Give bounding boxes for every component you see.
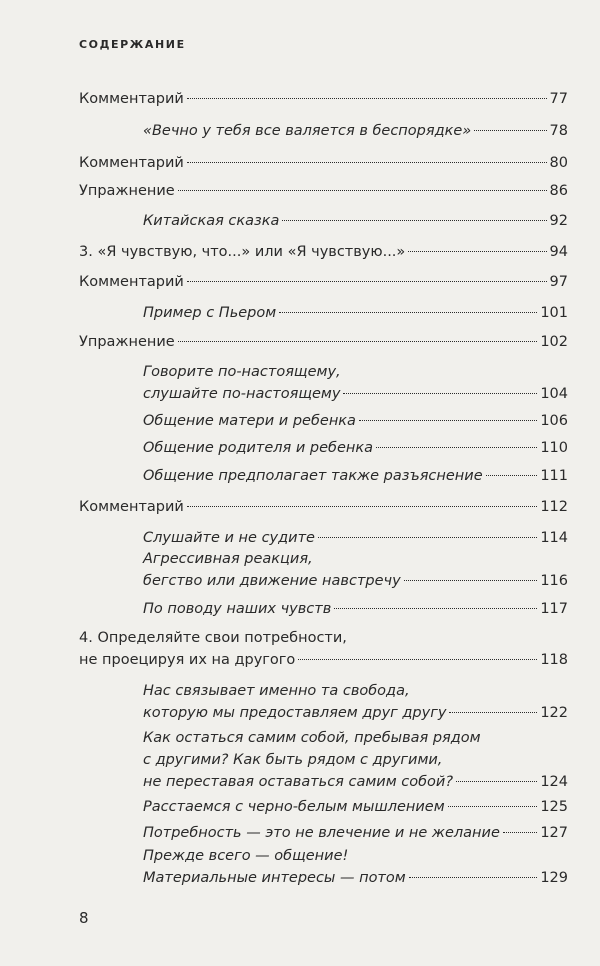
dot-leader [474,130,546,131]
toc-page-number: 117 [540,601,568,617]
toc-entry-title: Комментарий [79,499,184,515]
toc-page-number: 102 [540,334,568,350]
toc-page-number: 122 [540,705,568,721]
toc-entry-title: Китайская сказка [143,213,280,229]
dot-leader [343,393,537,394]
toc-entry [79,627,568,671]
toc-page-number: 86 [549,183,568,199]
toc-entry-title: с другими? Как быть рядом с другими, [143,752,443,768]
dot-leader [178,190,547,191]
toc-entry-title: не проецируя их на другого [79,652,296,668]
toc-page-number: 116 [540,573,568,589]
toc-entry [143,548,568,592]
toc-entry-title: Упражнение [79,334,175,350]
toc-page-number: 101 [540,305,568,321]
toc-entry-title: Слушайте и не судите [143,530,315,546]
toc-page-number: 77 [549,91,568,107]
toc-entry-title: По поводу наших чувств [143,601,332,617]
toc-page-number: 129 [540,870,568,886]
dot-leader [318,537,537,538]
dot-leader [503,832,537,833]
toc-entry [143,210,568,232]
toc-entry-title: Комментарий [79,91,184,107]
toc-entry-title: 4. Определяйте свои потребности, [79,630,347,646]
toc-entry [143,302,568,324]
dot-leader [279,312,537,313]
toc-page-number: 114 [540,530,568,546]
toc-entry [143,727,568,793]
toc-page-number: 78 [549,123,568,139]
toc-entry-title: Нас связывает именно та свобода, [143,683,410,699]
running-header: СОДЕРЖАНИЕ [79,38,186,51]
toc-entry-title: Пример с Пьером [143,305,277,321]
toc-entry [143,822,568,844]
toc-page-number: 112 [540,499,568,515]
toc-entry-title: слушайте по-настоящему [143,386,341,402]
dot-leader [187,506,537,507]
dot-leader [187,162,547,163]
toc-entry-title: 3. «Я чувствую, что...» или «Я чувствую...» [79,244,406,260]
dot-leader [282,220,546,221]
toc-entry-title: Говорите по-настоящему, [143,364,341,380]
toc-entry-title: Как остаться самим собой, пребывая рядом [143,730,481,746]
dot-leader [408,251,546,252]
toc-entry [79,331,568,353]
dot-leader [448,806,538,807]
toc-entry [143,598,568,620]
dot-leader [376,447,537,448]
dot-leader [456,781,537,782]
toc-entry [143,120,568,142]
toc-entry-title: Упражнение [79,183,175,199]
toc-entry [79,241,568,263]
toc-entry [143,845,568,889]
toc-page-number: 127 [540,825,568,841]
dot-leader [404,580,538,581]
toc-entry [143,465,568,487]
toc-page-number: 118 [540,652,568,668]
toc-entry [143,680,568,724]
toc-entry [79,152,568,174]
toc-entry [143,361,568,405]
toc-page-number: 111 [540,468,568,484]
toc-entry-title: Общение родителя и ребенка [143,440,374,456]
toc-entry-title: Общение матери и ребенка [143,413,356,429]
toc-entry-title: бегство или движение навстречу [143,573,401,589]
toc-entry-title: которую мы предоставляем друг другу [143,705,447,721]
toc-entry [143,437,568,459]
dot-leader [298,659,537,660]
toc-entry [143,527,568,549]
toc-entry-title: «Вечно у тебя все валяется в беспорядке» [143,123,472,139]
toc-page-number: 94 [549,244,568,260]
dot-leader [334,608,537,609]
toc-entry [143,796,568,818]
toc-page-number: 106 [540,413,568,429]
toc-entry [79,88,568,110]
dot-leader [486,475,538,476]
toc-page-number: 80 [549,155,568,171]
dot-leader [187,98,547,99]
toc-entry-title: Прежде всего — общение! [143,848,349,864]
toc-page-number: 110 [540,440,568,456]
dot-leader [178,341,538,342]
toc-page-number: 104 [540,386,568,402]
toc-entry-title: Материальные интересы — потом [143,870,406,886]
toc-page-number: 124 [540,774,568,790]
dot-leader [187,281,547,282]
toc-page-number: 125 [540,799,568,815]
toc-entry [79,271,568,293]
toc-entry-title: Агрессивная реакция, [143,551,313,567]
toc-entry-title: Комментарий [79,155,184,171]
toc-entry-title: Общение предполагает также разъяснение [143,468,483,484]
page-number: 8 [79,909,89,927]
toc-entry-title: Комментарий [79,274,184,290]
toc-entry-title: не переставая оставаться самим собой? [143,774,454,790]
toc-page-number: 97 [549,274,568,290]
toc-entry-title: Потребность — это не влечение и не желание [143,825,500,841]
dot-leader [449,712,537,713]
toc-entry-title: Расстаемся с черно-белым мышлением [143,799,445,815]
dot-leader [359,420,537,421]
toc-entry [79,180,568,202]
toc-page-number: 92 [549,213,568,229]
dot-leader [409,877,538,878]
toc-entry [143,410,568,432]
toc-entry [79,496,568,518]
